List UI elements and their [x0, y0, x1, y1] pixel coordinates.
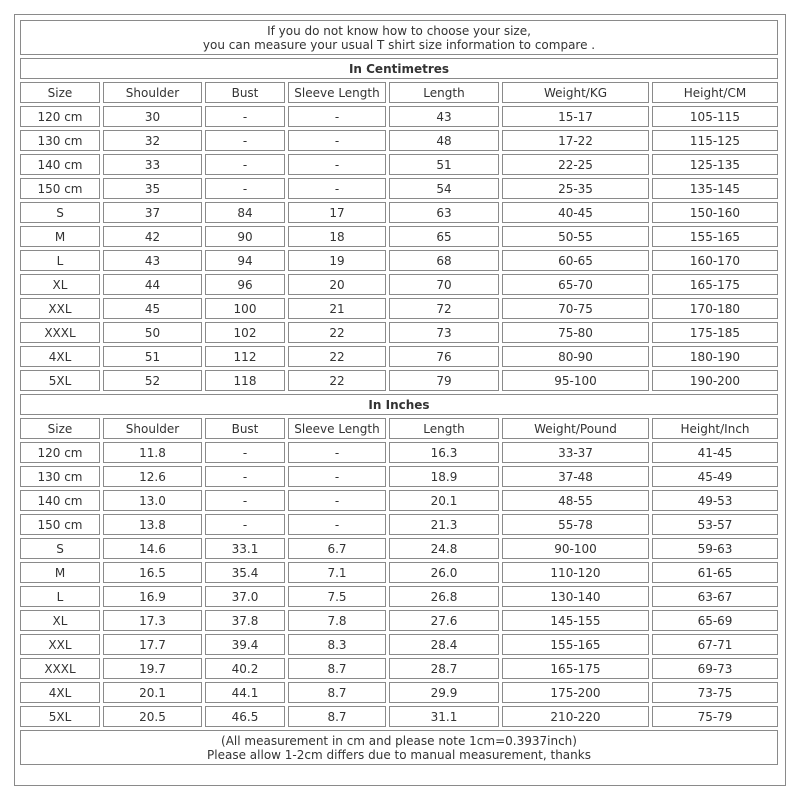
- table-row-cell: 39.4: [205, 634, 285, 655]
- table-row: [20, 538, 778, 559]
- table-row-cell: 95-100: [502, 370, 649, 391]
- table-row-cell: 125-135: [652, 154, 778, 175]
- table-row-cell: 59-63: [652, 538, 778, 559]
- table-row-cell: 170-180: [652, 298, 778, 319]
- table-row-cell: 17.7: [103, 634, 202, 655]
- table-row-cell: 20.5: [103, 706, 202, 727]
- column-header-row-cell: Bust: [205, 82, 285, 103]
- table-row-cell: 70-75: [502, 298, 649, 319]
- table-row-cell: 45-49: [652, 466, 778, 487]
- table-row-cell: 8.7: [288, 682, 386, 703]
- section-title-row: [20, 394, 778, 415]
- table-row-cell: 28.7: [389, 658, 499, 679]
- table-row-cell: 17-22: [502, 130, 649, 151]
- table-row: [20, 562, 778, 583]
- table-row-cell: 150 cm: [20, 178, 100, 199]
- table-row-cell: 190-200: [652, 370, 778, 391]
- column-header-row-cell: Size: [20, 82, 100, 103]
- table-row: [20, 610, 778, 631]
- table-row-cell: 8.7: [288, 658, 386, 679]
- table-row-cell: -: [288, 466, 386, 487]
- table-row-cell: -: [288, 442, 386, 463]
- table-row-cell: 44.1: [205, 682, 285, 703]
- header-note: [20, 20, 778, 55]
- table-row-cell: 5XL: [20, 370, 100, 391]
- table-row: [20, 466, 778, 487]
- table-row-cell: 15-17: [502, 106, 649, 127]
- table-row: [20, 490, 778, 511]
- table-row-cell: 90: [205, 226, 285, 247]
- column-header-row-cell: Length: [389, 418, 499, 439]
- table-row-cell: 96: [205, 274, 285, 295]
- table-row-cell: 4XL: [20, 682, 100, 703]
- table-row-cell: 16.9: [103, 586, 202, 607]
- table-row-cell: 11.8: [103, 442, 202, 463]
- table-row-cell: 21: [288, 298, 386, 319]
- table-row: [20, 250, 778, 271]
- table-row-cell: 120 cm: [20, 442, 100, 463]
- table-row-cell: 54: [389, 178, 499, 199]
- table-row-cell: 43: [389, 106, 499, 127]
- table-row-cell: -: [288, 178, 386, 199]
- table-row-cell: 112: [205, 346, 285, 367]
- table-row: [20, 586, 778, 607]
- table-row-cell: -: [205, 154, 285, 175]
- table-row-cell: 43: [103, 250, 202, 271]
- table-row-cell: 8.7: [288, 706, 386, 727]
- table-row-cell: 140 cm: [20, 490, 100, 511]
- table-row-cell: 115-125: [652, 130, 778, 151]
- table-row-cell: 51: [389, 154, 499, 175]
- table-row-cell: 25-35: [502, 178, 649, 199]
- table-row-cell: 27.6: [389, 610, 499, 631]
- table-row-cell: -: [205, 490, 285, 511]
- table-row-cell: 22: [288, 370, 386, 391]
- table-row-cell: 67-71: [652, 634, 778, 655]
- table-row-cell: 22-25: [502, 154, 649, 175]
- table-row-cell: 90-100: [502, 538, 649, 559]
- table-row-cell: S: [20, 538, 100, 559]
- table-row-cell: 45: [103, 298, 202, 319]
- column-header-row: [20, 82, 778, 103]
- table-row-cell: 35.4: [205, 562, 285, 583]
- table-row-cell: 63-67: [652, 586, 778, 607]
- column-header-row-cell: Weight/KG: [502, 82, 649, 103]
- table-row-cell: L: [20, 586, 100, 607]
- table-row-cell: 150 cm: [20, 514, 100, 535]
- table-row-cell: 165-175: [502, 658, 649, 679]
- column-header-row-cell: Bust: [205, 418, 285, 439]
- table-row: [20, 154, 778, 175]
- table-row-cell: 70: [389, 274, 499, 295]
- table-row: [20, 346, 778, 367]
- table-row-cell: 13.8: [103, 514, 202, 535]
- table-row-cell: 65-69: [652, 610, 778, 631]
- table-row-cell: 48: [389, 130, 499, 151]
- table-row: [20, 202, 778, 223]
- table-row-cell: XXL: [20, 634, 100, 655]
- table-row-cell: 175-200: [502, 682, 649, 703]
- table-row-cell: 49-53: [652, 490, 778, 511]
- table-row-cell: 130 cm: [20, 466, 100, 487]
- table-row: [20, 130, 778, 151]
- table-row-cell: 32: [103, 130, 202, 151]
- table-row: [20, 178, 778, 199]
- table-row-cell: 37.0: [205, 586, 285, 607]
- table-row-cell: 50: [103, 322, 202, 343]
- table-row-cell: -: [288, 106, 386, 127]
- section-title-inches: In Inches: [20, 394, 778, 415]
- table-row-cell: 40-45: [502, 202, 649, 223]
- table-row-cell: 51: [103, 346, 202, 367]
- table-row-cell: 73: [389, 322, 499, 343]
- table-row-cell: -: [288, 130, 386, 151]
- table-row-cell: 7.8: [288, 610, 386, 631]
- table-row-cell: 22: [288, 322, 386, 343]
- table-row-cell: 35: [103, 178, 202, 199]
- table-row-cell: -: [205, 106, 285, 127]
- table-row-cell: 46.5: [205, 706, 285, 727]
- table-row-cell: 20: [288, 274, 386, 295]
- table-row-cell: 50-55: [502, 226, 649, 247]
- table-row-cell: 61-65: [652, 562, 778, 583]
- table-row-cell: -: [205, 130, 285, 151]
- table-row-cell: 80-90: [502, 346, 649, 367]
- table-row-cell: 7.5: [288, 586, 386, 607]
- table-row: [20, 322, 778, 343]
- table-row-cell: 33.1: [205, 538, 285, 559]
- table-row-cell: 63: [389, 202, 499, 223]
- table-row: [20, 298, 778, 319]
- table-row-cell: 37.8: [205, 610, 285, 631]
- table-row-cell: 20.1: [389, 490, 499, 511]
- table-row-cell: 30: [103, 106, 202, 127]
- table-row-cell: 26.8: [389, 586, 499, 607]
- section-title-cm: In Centimetres: [20, 58, 778, 79]
- table-row-cell: 19: [288, 250, 386, 271]
- table-row-cell: 110-120: [502, 562, 649, 583]
- table-row: [20, 274, 778, 295]
- column-header-row-cell: Shoulder: [103, 418, 202, 439]
- table-row-cell: 6.7: [288, 538, 386, 559]
- table-row-cell: 8.3: [288, 634, 386, 655]
- table-row-cell: 41-45: [652, 442, 778, 463]
- table-row: [20, 370, 778, 391]
- table-row-cell: 175-185: [652, 322, 778, 343]
- table-row-cell: -: [205, 178, 285, 199]
- table-row-cell: 37: [103, 202, 202, 223]
- table-row-cell: 135-145: [652, 178, 778, 199]
- table-row-cell: 17.3: [103, 610, 202, 631]
- table-row-cell: 118: [205, 370, 285, 391]
- table-row: [20, 706, 778, 727]
- table-row-cell: 28.4: [389, 634, 499, 655]
- table-row-cell: 48-55: [502, 490, 649, 511]
- table-row-cell: 21.3: [389, 514, 499, 535]
- table-row-cell: 60-65: [502, 250, 649, 271]
- header-note-line1: If you do not know how to choose your size,: [267, 23, 531, 38]
- footer-note-line1: (All measurement in cm and please note 1cm=0.3937inch): [221, 733, 577, 748]
- table-row-cell: 210-220: [502, 706, 649, 727]
- header-note-line2: you can measure your usual T shirt size information to compare .: [202, 37, 596, 52]
- table-row-cell: 33-37: [502, 442, 649, 463]
- table-row: [20, 442, 778, 463]
- table-row-cell: 84: [205, 202, 285, 223]
- table-row-cell: 145-155: [502, 610, 649, 631]
- table-row: [20, 682, 778, 703]
- table-row-cell: 79: [389, 370, 499, 391]
- table-row-cell: 72: [389, 298, 499, 319]
- table-row: [20, 106, 778, 127]
- table-row-cell: 18.9: [389, 466, 499, 487]
- table-row-cell: 105-115: [652, 106, 778, 127]
- footer-row: [20, 730, 778, 765]
- table-row-cell: 16.3: [389, 442, 499, 463]
- table-row-cell: 44: [103, 274, 202, 295]
- table-row: [20, 226, 778, 247]
- table-row-cell: 20.1: [103, 682, 202, 703]
- table-row-cell: -: [205, 466, 285, 487]
- column-header-row-cell: Height/Inch: [652, 418, 778, 439]
- table-row-cell: -: [288, 154, 386, 175]
- table-row-cell: 155-165: [652, 226, 778, 247]
- table-row-cell: 75-79: [652, 706, 778, 727]
- table-row-cell: 16.5: [103, 562, 202, 583]
- table-row-cell: 69-73: [652, 658, 778, 679]
- column-header-row-cell: Size: [20, 418, 100, 439]
- table-row-cell: 19.7: [103, 658, 202, 679]
- footer-note-line2: Please allow 1-2cm differs due to manual measurement, thanks: [207, 747, 591, 762]
- table-row-cell: 130 cm: [20, 130, 100, 151]
- table-row-cell: -: [288, 514, 386, 535]
- table-row-cell: 155-165: [502, 634, 649, 655]
- table-row-cell: -: [288, 490, 386, 511]
- column-header-row: [20, 418, 778, 439]
- table-row-cell: 100: [205, 298, 285, 319]
- table-row-cell: XL: [20, 610, 100, 631]
- table-row-cell: 52: [103, 370, 202, 391]
- table-row-cell: 55-78: [502, 514, 649, 535]
- table-row-cell: L: [20, 250, 100, 271]
- table-row-cell: 24.8: [389, 538, 499, 559]
- column-header-row-cell: Weight/Pound: [502, 418, 649, 439]
- column-header-row-cell: Shoulder: [103, 82, 202, 103]
- table-row-cell: 53-57: [652, 514, 778, 535]
- table-row-cell: M: [20, 562, 100, 583]
- table-row-cell: 180-190: [652, 346, 778, 367]
- footer-note: [20, 730, 778, 765]
- table-row-cell: XL: [20, 274, 100, 295]
- table-row-cell: XXXL: [20, 322, 100, 343]
- table-row-cell: M: [20, 226, 100, 247]
- table-row: [20, 514, 778, 535]
- table-row-cell: 165-175: [652, 274, 778, 295]
- table-row-cell: 18: [288, 226, 386, 247]
- table-row-cell: 33: [103, 154, 202, 175]
- table-row-cell: S: [20, 202, 100, 223]
- table-row-cell: 5XL: [20, 706, 100, 727]
- column-header-row-cell: Length: [389, 82, 499, 103]
- table-row-cell: 42: [103, 226, 202, 247]
- table-row-cell: -: [205, 514, 285, 535]
- table-row-cell: 14.6: [103, 538, 202, 559]
- table-row-cell: 94: [205, 250, 285, 271]
- table-row-cell: 150-160: [652, 202, 778, 223]
- table-row-cell: 37-48: [502, 466, 649, 487]
- table-row-cell: 40.2: [205, 658, 285, 679]
- table-row-cell: 31.1: [389, 706, 499, 727]
- table-row: [20, 658, 778, 679]
- table-row-cell: 68: [389, 250, 499, 271]
- table-row: [20, 634, 778, 655]
- table-row-cell: 13.0: [103, 490, 202, 511]
- column-header-row-cell: Sleeve Length: [288, 82, 386, 103]
- size-chart-table: [17, 17, 781, 768]
- table-row-cell: XXXL: [20, 658, 100, 679]
- table-row-cell: 76: [389, 346, 499, 367]
- table-row-cell: 75-80: [502, 322, 649, 343]
- table-row-cell: 102: [205, 322, 285, 343]
- table-row-cell: 65-70: [502, 274, 649, 295]
- table-row-cell: 65: [389, 226, 499, 247]
- table-row-cell: 26.0: [389, 562, 499, 583]
- table-row-cell: 29.9: [389, 682, 499, 703]
- table-row-cell: 130-140: [502, 586, 649, 607]
- column-header-row-cell: Height/CM: [652, 82, 778, 103]
- table-row-cell: 4XL: [20, 346, 100, 367]
- table-row-cell: 22: [288, 346, 386, 367]
- table-row-cell: 140 cm: [20, 154, 100, 175]
- table-row-cell: -: [205, 442, 285, 463]
- table-row-cell: 120 cm: [20, 106, 100, 127]
- column-header-row-cell: Sleeve Length: [288, 418, 386, 439]
- table-row-cell: 7.1: [288, 562, 386, 583]
- table-row-cell: XXL: [20, 298, 100, 319]
- table-row-cell: 17: [288, 202, 386, 223]
- table-row-cell: 160-170: [652, 250, 778, 271]
- table-row-cell: 73-75: [652, 682, 778, 703]
- table-row-cell: 12.6: [103, 466, 202, 487]
